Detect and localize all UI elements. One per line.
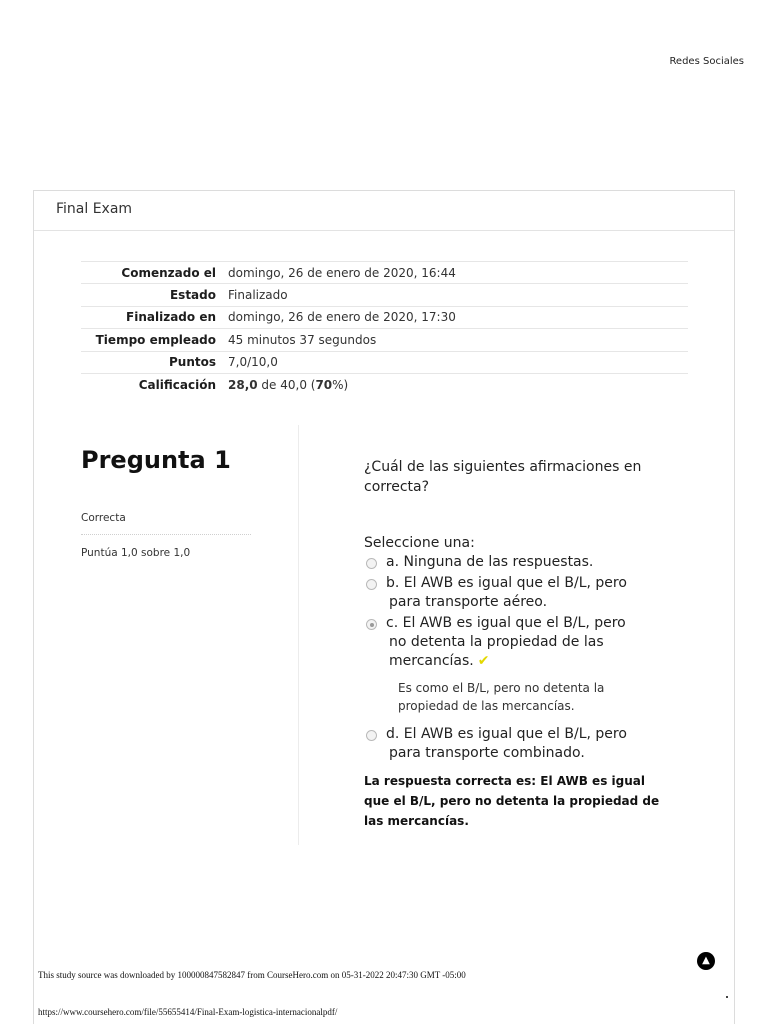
answer-text: a. Ninguna de las respuestas.	[386, 554, 594, 570]
question-state: Correcta	[81, 512, 251, 535]
summary-label: Tiempo empleado	[95, 332, 216, 347]
summary-value: 45 minutos 37 segundos	[228, 332, 377, 347]
summary-label: Finalizado en	[126, 310, 216, 325]
radio-button-selected[interactable]	[366, 619, 377, 630]
checkmark-icon: ✔	[477, 653, 490, 669]
attempt-summary-table	[81, 261, 688, 396]
answer-text-cont: para transporte aéreo.	[389, 594, 548, 610]
summary-value: Finalizado	[228, 288, 288, 303]
grade-tail: %)	[332, 377, 349, 392]
answer-text-end: mercancías.	[389, 653, 474, 669]
summary-row	[81, 262, 688, 284]
question-title: Pregunta 1	[81, 446, 231, 474]
summary-label: Comenzado el	[121, 265, 216, 280]
summary-row	[81, 284, 688, 306]
correct-answer-text: La respuesta correcta es: El AWB es igual que el B/L, pero no detenta la propiedad de las mercancías.	[364, 774, 660, 828]
summary-value: domingo, 26 de enero de 2020, 17:30	[228, 310, 456, 325]
question-text: ¿Cuál de las siguientes afirmaciones en correcta?	[364, 459, 642, 495]
summary-row	[81, 306, 688, 328]
grade-score: 28,0	[228, 377, 258, 392]
grade-percent: 70	[315, 377, 333, 392]
grade-of: de 40,0 (	[257, 377, 316, 392]
scroll-to-top-button[interactable]	[697, 952, 715, 970]
question-content	[364, 457, 664, 831]
source-url[interactable]: https://www.coursehero.com/file/55655414/Final-Exam-logistica-internacionalpdf/	[38, 1007, 338, 1017]
answer-option-a[interactable]	[364, 553, 664, 572]
grade-value	[228, 373, 688, 395]
answer-text-cont	[386, 652, 664, 671]
answer-text-cont: no detenta la propiedad de las	[389, 634, 604, 650]
dot-mark	[726, 996, 728, 998]
divider	[298, 425, 299, 845]
answer-text: c. El AWB es igual que el B/L, pero	[386, 615, 626, 631]
summary-label: Estado	[169, 288, 216, 303]
answer-option-b[interactable]	[364, 574, 664, 612]
answer-text: d. El AWB es igual que el B/L, pero	[386, 726, 627, 742]
grade-label: Calificación	[138, 377, 216, 392]
answer-text-cont: para transporte combinado.	[389, 745, 585, 761]
question-info	[81, 446, 251, 559]
summary-row-grade	[81, 373, 688, 395]
summary-label: Puntos	[168, 355, 216, 370]
summary-row	[81, 329, 688, 351]
answer-option-d[interactable]	[364, 725, 664, 763]
answer-list	[364, 553, 664, 763]
chevron-up-icon: ▲	[702, 955, 710, 966]
question-grade: Puntúa 1,0 sobre 1,0	[81, 547, 191, 559]
summary-row	[81, 351, 688, 373]
answer-feedback: Es como el B/L, pero no detenta la propiedad de las mercancías.	[398, 681, 605, 713]
answer-prompt: Seleccione una:	[364, 535, 475, 551]
radio-button[interactable]	[366, 730, 377, 741]
radio-button[interactable]	[366, 579, 377, 590]
summary-value: domingo, 26 de enero de 2020, 16:44	[228, 265, 456, 280]
answer-option-c[interactable]	[364, 614, 664, 671]
card-title: Final Exam	[34, 191, 734, 231]
social-media-link[interactable]: Redes Sociales	[669, 56, 744, 67]
exam-card	[33, 190, 735, 1024]
summary-value: 7,0/10,0	[228, 355, 278, 370]
radio-button[interactable]	[366, 558, 377, 569]
download-notice: This study source was downloaded by 100000847582847 from CourseHero.com on 05-31-2022 20:47:30 GMT -05:00	[38, 970, 466, 980]
answer-text: b. El AWB es igual que el B/L, pero	[386, 575, 627, 591]
